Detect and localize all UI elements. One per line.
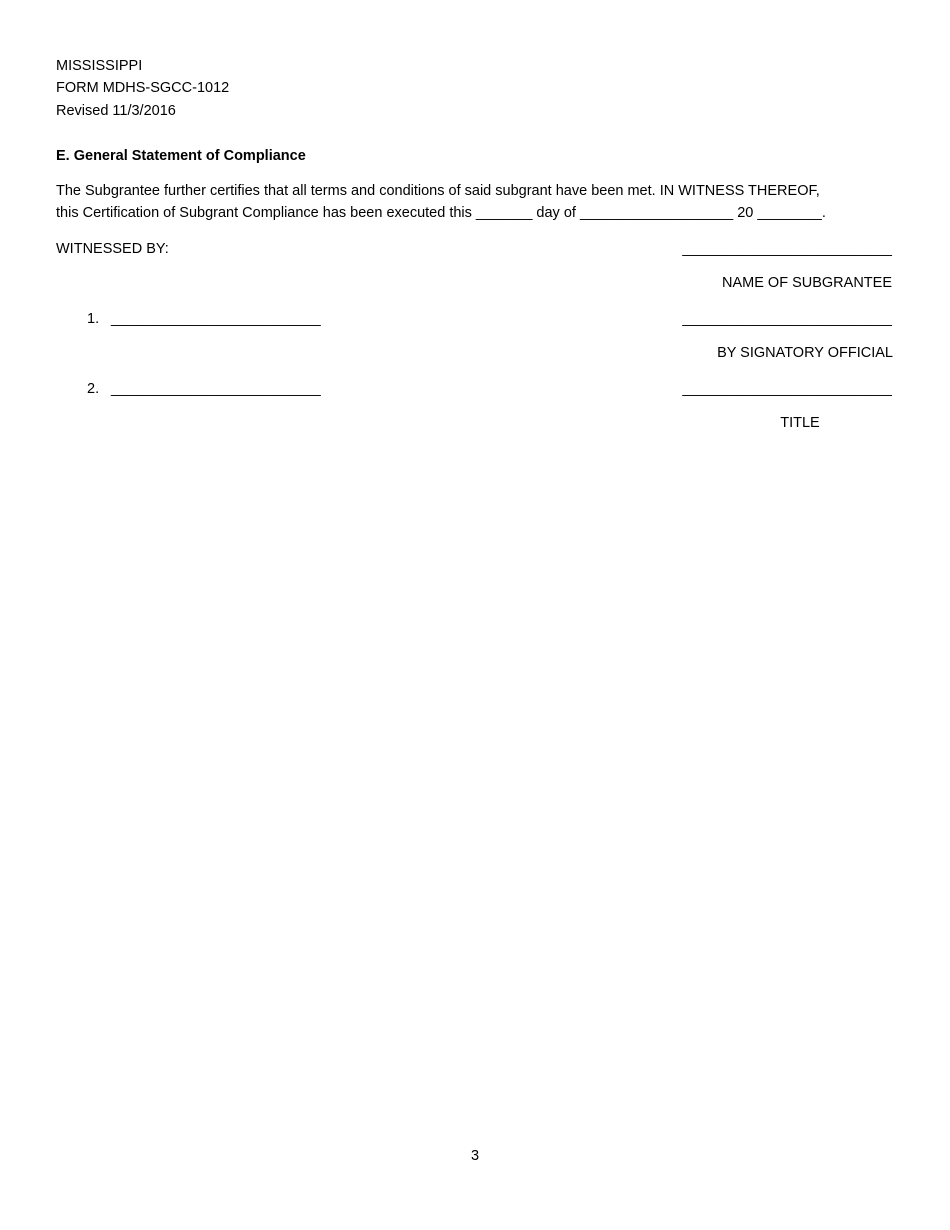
state-name: MISSISSIPPI — [56, 58, 143, 74]
witness-1-line[interactable]: __________________________ — [111, 311, 321, 327]
title-caption: TITLE — [780, 415, 820, 431]
witness-2-number: 2. — [87, 381, 100, 397]
section-heading: E. General Statement of Compliance — [56, 148, 306, 164]
subgrantee-name-caption: NAME OF SUBGRANTEE — [722, 275, 892, 291]
compliance-paragraph-line-2: this Certification of Subgrant Compliance has been executed this _______ day of ___________________ 20 ________. — [56, 205, 826, 221]
form-number: FORM MDHS-SGCC-1012 — [56, 80, 230, 96]
subgrantee-name-line[interactable]: __________________________ — [682, 241, 892, 257]
signatory-official-line[interactable]: __________________________ — [682, 311, 892, 327]
page-number: 3 — [470, 1148, 480, 1164]
title-line[interactable]: __________________________ — [682, 381, 892, 397]
witness-1-number: 1. — [87, 311, 100, 327]
compliance-paragraph-line-1: The Subgrantee further certifies that all terms and conditions of said subgrant have been met. IN WITNESS THEREOF, — [56, 183, 820, 199]
signatory-official-caption: BY SIGNATORY OFFICIAL — [717, 345, 893, 361]
witness-2-line[interactable]: __________________________ — [111, 381, 321, 397]
witnessed-by-label: WITNESSED BY: — [56, 241, 169, 257]
revision-date: Revised 11/3/2016 — [56, 103, 176, 119]
